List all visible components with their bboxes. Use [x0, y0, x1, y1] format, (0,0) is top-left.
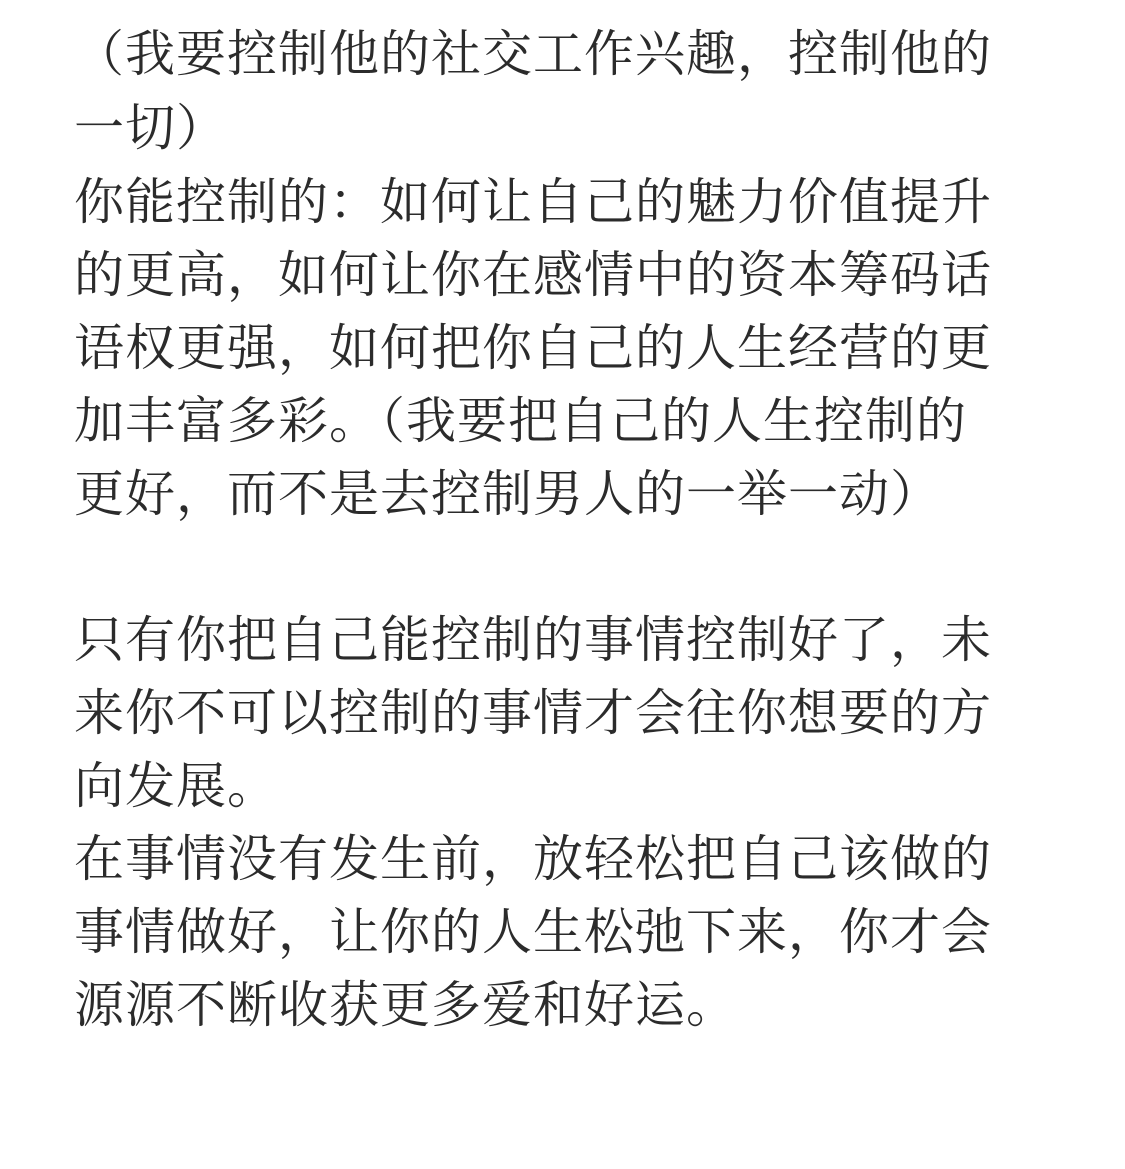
text-line: 的更高，如何让你在感情中的资本筹码话	[74, 246, 992, 304]
text-line: 只有你把自己能控制的事情控制好了，未	[74, 611, 992, 669]
text-line: 向发展。	[74, 757, 278, 815]
text-line: 事情做好，让你的人生松弛下来，你才会	[74, 903, 992, 961]
text-line: 更好，而不是去控制男人的一举一动）	[74, 465, 941, 523]
text-line: （我要控制他的社交工作兴趣，控制他的	[74, 25, 992, 83]
text-line: 加丰富多彩。（我要把自己的人生控制的	[74, 392, 967, 450]
text-line: 一切）	[74, 99, 227, 157]
text-line: 你能控制的：如何让自己的魅力价值提升	[74, 173, 992, 231]
text-line: 源源不断收获更多爱和好运。	[74, 976, 737, 1034]
text-line: 来你不可以控制的事情才会往你想要的方	[74, 684, 992, 742]
text-line: 在事情没有发生前，放轻松把自己该做的	[74, 830, 992, 888]
text-line: 语权更强，如何把你自己的人生经营的更	[74, 319, 992, 377]
